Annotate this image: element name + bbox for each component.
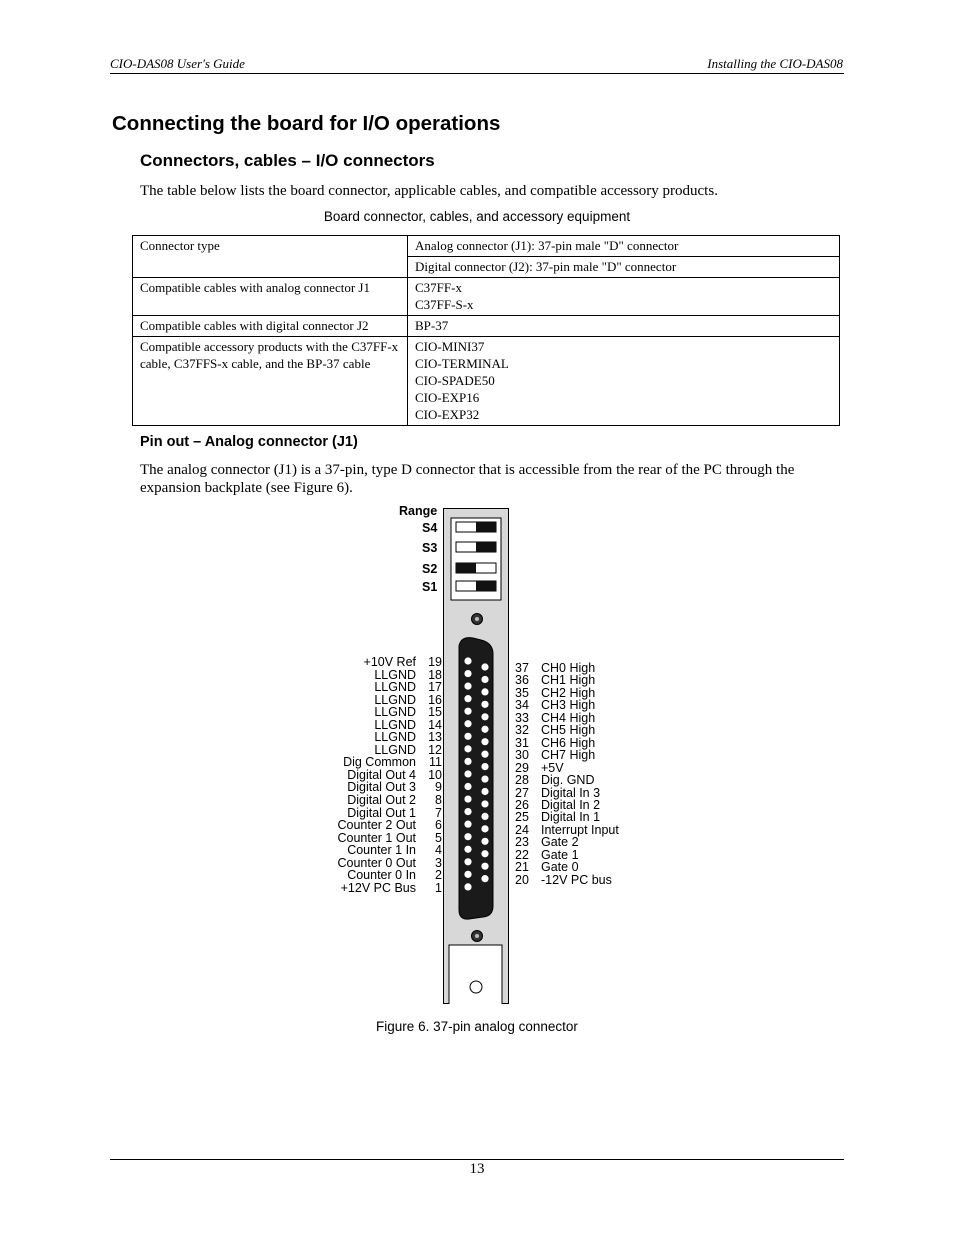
pin-contact	[481, 676, 488, 683]
table-cell-value	[408, 337, 840, 426]
pin-contact	[481, 775, 488, 782]
pin-name: CH1 High	[541, 673, 596, 688]
pin-number: 2	[435, 868, 442, 883]
footer-rule	[110, 1159, 844, 1160]
pin-name: +10V Ref	[363, 655, 416, 669]
pin-number: 30	[515, 748, 529, 763]
cell-text: Analog connector (J1): 37-pin male "D" connector	[415, 238, 679, 253]
pin-number: 34	[515, 698, 529, 713]
pin-contact	[464, 720, 471, 727]
pin-contact	[481, 788, 488, 795]
mounting-hole-icon	[470, 981, 482, 993]
pin-contact	[481, 763, 488, 770]
connector-bracket	[443, 508, 509, 1004]
pin-number: 8	[435, 793, 442, 808]
pin-number: 35	[515, 685, 529, 700]
dip-switch-knob	[456, 563, 476, 573]
pin-number: 13	[428, 730, 442, 745]
table-row	[133, 236, 840, 257]
pin-number: 33	[515, 710, 529, 725]
pin-number: 19	[428, 655, 442, 669]
pin-contact	[481, 800, 488, 807]
table-cell-label	[133, 337, 408, 426]
pin-name: CH0 High	[541, 661, 596, 675]
cell-text: Compatible accessory products with the C37FF-x cable, C37FFS-x cable, and the BP-37 cable	[140, 339, 399, 371]
range-label: Range	[399, 504, 438, 518]
pin-contact	[464, 871, 471, 878]
pin-number: 22	[515, 847, 529, 862]
pin-name: Counter 1 In	[347, 843, 416, 858]
cell-text: Compatible cables with analog connector J1	[140, 280, 370, 295]
pin-contact	[464, 833, 471, 840]
table-cell-value	[408, 236, 840, 257]
running-header-left: CIO-DAS08 User's Guide	[110, 56, 245, 71]
cell-text: C37FF-S-x	[415, 297, 474, 312]
pin-contact	[464, 670, 471, 677]
pin-number: 29	[515, 760, 529, 775]
pin-name: LLGND	[374, 742, 416, 757]
pin-contact	[464, 883, 471, 890]
pin-number: 15	[428, 705, 442, 720]
pin-number: 26	[515, 797, 529, 812]
pin-contact	[464, 745, 471, 752]
pin-contact	[481, 701, 488, 708]
pin-number: 4	[435, 843, 442, 858]
pin-name: Dig. GND	[541, 773, 595, 788]
pin-contact	[481, 751, 488, 758]
pin-name: Gate 2	[541, 835, 579, 850]
pin-number: 17	[428, 680, 442, 695]
dip-switch-knob	[476, 581, 496, 591]
pin-contact	[464, 708, 471, 715]
pin-number: 16	[428, 692, 442, 707]
pin-name: Digital In 3	[541, 785, 601, 800]
pin-contact	[481, 726, 488, 733]
table-cell-label	[133, 278, 408, 316]
pin-name: Counter 2 Out	[337, 818, 416, 833]
pin-number: 18	[428, 667, 442, 682]
pin-contact	[481, 688, 488, 695]
pin-contact	[464, 858, 471, 865]
pin-name: Counter 0 In	[347, 868, 416, 883]
pin-name: CH7 High	[541, 748, 596, 763]
pin-contact	[481, 850, 488, 857]
pin-number: 25	[515, 810, 529, 825]
cell-text: Digital connector (J2): 37-pin male "D" connector	[415, 259, 677, 274]
pin-number: 36	[515, 673, 529, 688]
pin-contact	[481, 713, 488, 720]
page-title: Connecting the board for I/O operations	[112, 112, 501, 135]
pin-name: LLGND	[374, 717, 416, 732]
pin-contact	[481, 738, 488, 745]
pinout-heading: Pin out – Analog connector (J1)	[140, 434, 358, 450]
pin-contact	[464, 695, 471, 702]
switch-label-s4: S4	[422, 521, 438, 535]
cell-text: CIO-SPADE50	[415, 373, 495, 388]
pin-number: 5	[435, 830, 442, 845]
pin-number: 21	[515, 860, 529, 875]
pin-name: Digital Out 1	[347, 805, 416, 820]
table-cell-value	[408, 257, 840, 278]
pin-name: Digital Out 3	[347, 780, 416, 795]
pinout-text: The analog connector (J1) is a 37-pin, type D connector that is accessible from the rear of the PC through the expansion backplate (see Figure 6).	[140, 462, 795, 496]
running-header-right: Installing the CIO-DAS08	[707, 56, 843, 71]
pin-name: +5V	[541, 760, 564, 775]
pin-name: Digital In 2	[541, 797, 601, 812]
pin-contact	[464, 808, 471, 815]
pin-contact	[464, 770, 471, 777]
switch-label-s2: S2	[422, 562, 438, 576]
cell-text: CIO-EXP16	[415, 390, 480, 405]
pin-name: CH6 High	[541, 735, 596, 750]
pin-contact	[481, 825, 488, 832]
pin-contact	[481, 863, 488, 870]
pin-number: 9	[435, 780, 442, 795]
pin-number: 7	[435, 805, 442, 820]
pin-number: 11	[429, 755, 442, 770]
cell-text: C37FF-x	[415, 280, 462, 295]
pin-name: Gate 1	[541, 847, 579, 862]
pin-name: CH5 High	[541, 723, 596, 738]
table-row	[133, 278, 840, 316]
pin-name: CH4 High	[541, 710, 596, 725]
table-cell-label	[133, 236, 408, 278]
right-pin-numbers	[515, 662, 535, 886]
switch-label-s1: S1	[422, 580, 438, 594]
pin-name: LLGND	[374, 730, 416, 745]
pin-name: CH2 High	[541, 685, 596, 700]
cell-text: CIO-TERMINAL	[415, 356, 509, 371]
table-caption: Board connector, cables, and accessory equipment	[323, 209, 631, 224]
pin-name: Counter 0 Out	[337, 855, 416, 870]
section-heading: Connectors, cables – I/O connectors	[140, 151, 435, 170]
pin-number: 6	[435, 818, 442, 833]
pin-name: Counter 1 Out	[337, 830, 416, 845]
pin-contact	[464, 783, 471, 790]
pin-name: LLGND	[374, 667, 416, 682]
cell-text: CIO-EXP32	[415, 407, 480, 422]
pin-number: 10	[428, 767, 442, 782]
switch-label-s3: S3	[422, 541, 438, 555]
pin-name: LLGND	[374, 692, 416, 707]
table-row	[133, 337, 840, 426]
pin-contact	[464, 683, 471, 690]
pin-contact	[464, 795, 471, 802]
pin-contact	[464, 657, 471, 664]
equipment-table	[132, 235, 840, 426]
cell-text: Connector type	[140, 238, 220, 253]
pin-name: Interrupt Input	[541, 822, 619, 837]
pin-name: LLGND	[374, 705, 416, 720]
pin-number: 23	[515, 835, 529, 850]
pin-number: 3	[435, 855, 442, 870]
pin-contact	[464, 758, 471, 765]
cell-text: CIO-MINI37	[415, 339, 485, 354]
pin-contact	[464, 733, 471, 740]
header-rule	[110, 73, 844, 74]
pin-contact	[481, 838, 488, 845]
dip-switch-knob	[476, 542, 496, 552]
pin-name: Digital In 1	[541, 810, 601, 825]
pin-name: Digital Out 2	[347, 793, 416, 808]
pin-number: 37	[515, 661, 529, 675]
figure-caption: Figure 6. 37-pin analog connector	[376, 1019, 578, 1034]
pin-number: 32	[515, 723, 529, 738]
pin-number: 31	[515, 735, 529, 750]
table-cell-value	[408, 316, 840, 337]
pin-name: Gate 0	[541, 860, 579, 875]
page-number: 13	[469, 1161, 485, 1177]
pin-contact	[464, 846, 471, 853]
pin-contact	[481, 663, 488, 670]
pin-name: Dig Common	[343, 755, 416, 770]
pin-name: CH3 High	[541, 698, 596, 713]
pin-name: +12V PC Bus	[340, 880, 416, 895]
pin-number: 20	[515, 872, 529, 887]
dip-switch-knob	[476, 522, 496, 532]
right-pin-names	[541, 662, 701, 886]
pin-name: Digital Out 4	[347, 767, 416, 782]
table-cell-value	[408, 278, 840, 316]
pin-number: 27	[515, 785, 529, 800]
pin-name: LLGND	[374, 680, 416, 695]
pin-number: 28	[515, 773, 529, 788]
pin-number: 14	[428, 717, 442, 732]
left-pin-numbers	[420, 656, 442, 894]
cell-text: BP-37	[415, 318, 449, 333]
pin-contact	[481, 813, 488, 820]
section-intro: The table below lists the board connector, applicable cables, and compatible accessory products.	[140, 183, 718, 199]
left-pin-names	[300, 656, 416, 894]
pin-name: -12V PC bus	[541, 872, 612, 887]
pin-contact	[481, 875, 488, 882]
table-cell-label	[133, 316, 408, 337]
pin-number: 24	[515, 822, 529, 837]
pin-number: 1	[435, 880, 442, 895]
table-row	[133, 316, 840, 337]
pin-number: 12	[428, 742, 442, 757]
cell-text: Compatible cables with digital connector J2	[140, 318, 369, 333]
pin-contact	[464, 821, 471, 828]
